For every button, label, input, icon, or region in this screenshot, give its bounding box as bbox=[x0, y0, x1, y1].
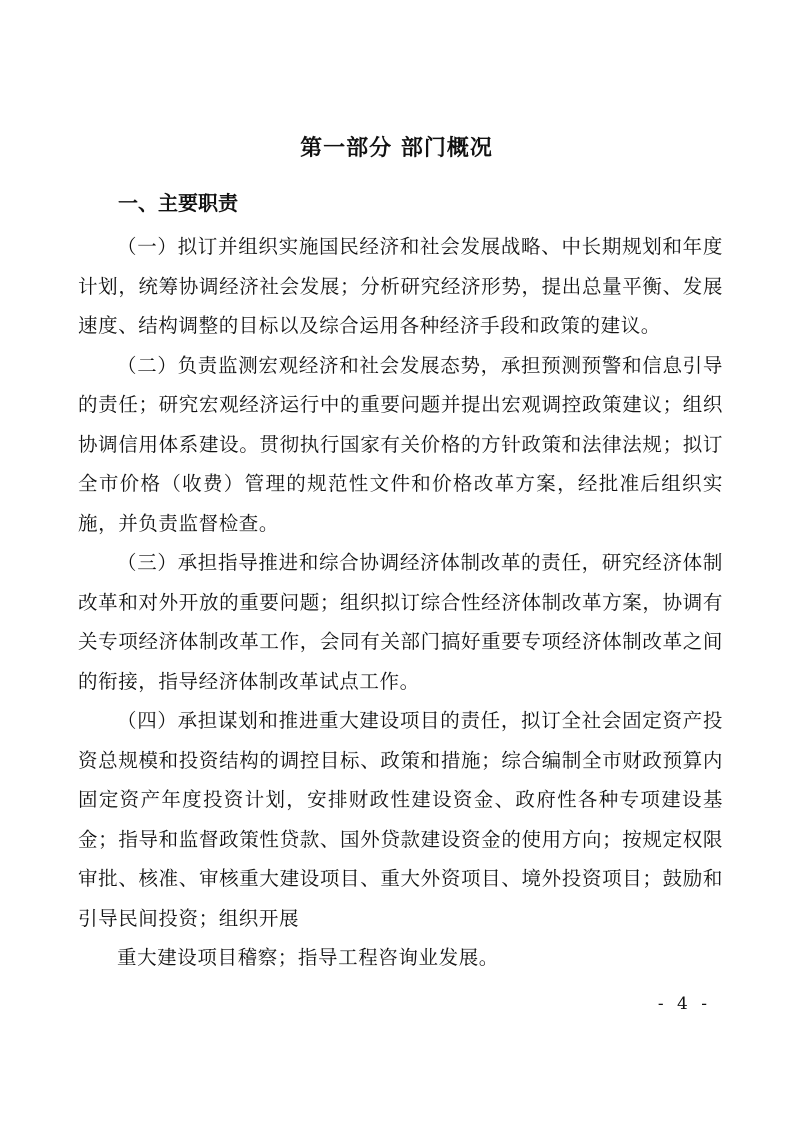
paragraph-duty-4: （四）承担谋划和推进重大建设项目的责任，拟订全社会固定资产投资总规模和投资结构的调控目标、政策和措施；综合编制全市财政预算内固定资产年度投资计划，安排财政性建设资金、政府性各种专项建设基金；指导和监督政策性贷款、国外贷款建设资金的使用方向；按规定权限审批、核准、审核重大建设项目、重大外资项目、境外投资项目；鼓励和引导民间投资；组织开展 bbox=[78, 709, 723, 930]
paragraph-duty-4-continued: 重大建设项目稽察；指导工程咨询业发展。 bbox=[117, 946, 499, 969]
section-heading: 一、主要职责 bbox=[118, 191, 238, 215]
paragraph-duty-2: （二）负责监测宏观经济和社会发展态势，承担预测预警和信息引导的责任；研究宏观经济运行中的重要问题并提出宏观调控政策建议；组织协调信用体系建设。贯彻执行国家有关价格的方针政策和法律法规；拟订全市价格（收费）管理的规范性文件和价格改革方案，经批准后组织实施，并负责监督检查。 bbox=[78, 353, 723, 535]
body-text bbox=[78, 227, 723, 978]
paragraph-duty-1: （一）拟订并组织实施国民经济和社会发展战略、中长期规划和年度计划，统筹协调经济社会发展；分析研究经济形势，提出总量平衡、发展速度、结构调整的目标以及综合运用各种经济手段和政策的建议。 bbox=[78, 235, 723, 337]
paragraph-duty-3: （三）承担指导推进和综合协调经济体制改革的责任，研究经济体制改革和对外开放的重要问题；组织拟订综合性经济体制改革方案，协调有关专项经济体制改革工作，会同有关部门搞好重要专项经济体制改革之间的衔接，指导经济体制改革试点工作。 bbox=[78, 551, 723, 693]
page-title: 第一部分 部门概况 bbox=[300, 136, 493, 161]
page-number: - 4 - bbox=[657, 994, 711, 1014]
